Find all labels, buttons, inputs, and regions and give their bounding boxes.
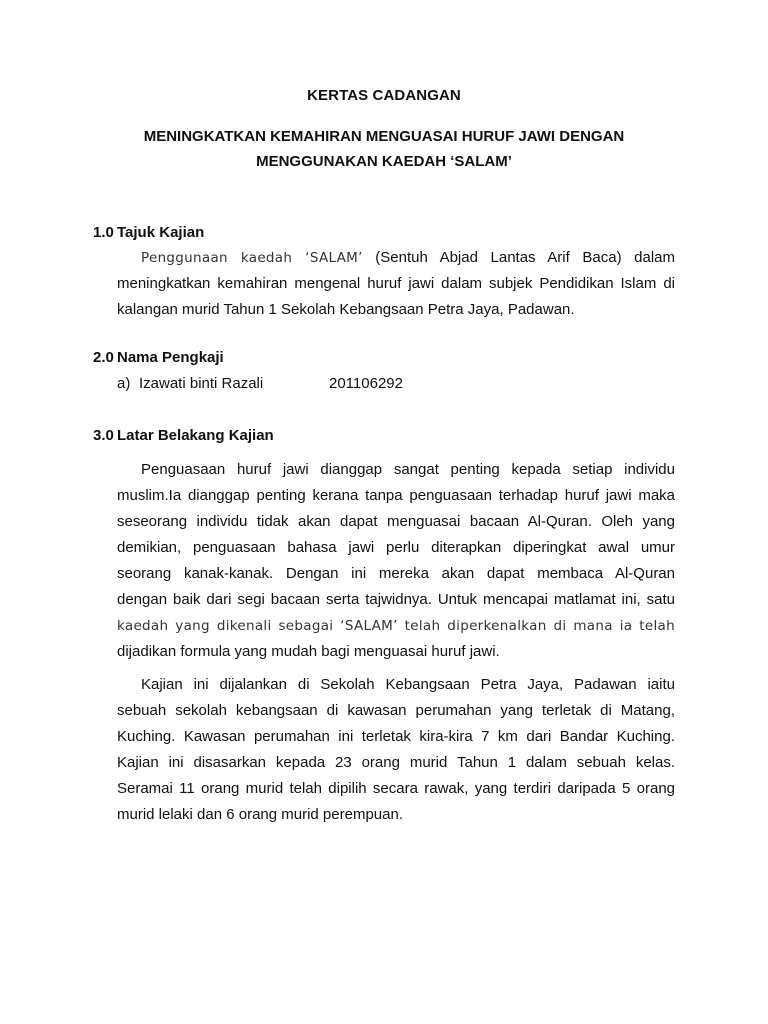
subtitle-line: MENINGKATKAN KEMAHIRAN MENGUASAI HURUF JAWI DENGAN (143, 128, 625, 145)
paragraph-line: demikian, penguasaan bahasa jawi perlu diterapkan diperingkat awal umur (117, 539, 675, 556)
researcher-name: Izawati binti Razali (139, 375, 264, 392)
light-text: Penggunaan kaedah ‘SALAM’ (141, 250, 363, 266)
section-heading-nama-pengkaji (93, 349, 224, 366)
section-title: Latar Belakang Kajian (117, 427, 274, 444)
latar-belakang-paragraph-1 (117, 457, 675, 665)
section-title: Tajuk Kajian (117, 224, 205, 241)
paragraph-line: Kajian ini disasarkan kepada 23 orang murid Tahun 1 dalam sebuah kelas. (117, 754, 675, 771)
document-subtitle (0, 124, 768, 174)
paragraph-line: sebuah sekolah kebangsaan di kawasan perumahan yang terletak di Matang, (117, 702, 675, 719)
paragraph-line: seseorang individu tidak akan dapat menguasai bacaan Al-Quran. Oleh yang (117, 513, 675, 530)
paragraph-line: meningkatkan kemahiran mengenal huruf jawi dalam subjek Pendidikan Islam di (117, 275, 675, 292)
section-number: 2.0 (93, 349, 114, 366)
paragraph-line: Seramai 11 orang murid telah dipilih secara rawak, yang terdiri daripada 5 orang (117, 780, 675, 797)
paragraph-line: seorang kanak-kanak. Dengan ini mereka akan dapat membaca Al-Quran (117, 565, 675, 582)
researcher-id: 201106292 (329, 375, 403, 392)
document-title: KERTAS CADANGAN (307, 87, 461, 104)
line-text: (Sentuh Abjad Lantas Arif Baca) dalam (362, 249, 676, 266)
paragraph-line: dengan baik dari segi bacaan serta tajwidnya. Untuk mencapai matlamat ini, satu (117, 591, 675, 608)
paragraph-line: Kajian ini dijalankan di Sekolah Kebangsaan Petra Jaya, Padawan iaitu (141, 676, 675, 693)
latar-belakang-paragraph-2 (117, 672, 675, 828)
subtitle-line: MENGGUNAKAN KAEDAH ‘SALAM’ (256, 153, 512, 170)
list-marker: a) (117, 375, 131, 392)
tajuk-kajian-paragraph (117, 245, 675, 323)
section-title: Nama Pengkaji (117, 349, 224, 366)
section-heading-tajuk-kajian (93, 224, 204, 241)
section-number: 1.0 (93, 224, 114, 241)
paragraph-line: Kuching. Kawasan perumahan ini terletak kira-kira 7 km dari Bandar Kuching. (117, 728, 675, 745)
paragraph-line: kaedah yang dikenali sebagai ‘SALAM’ telah diperkenalkan di mana ia telah (117, 618, 675, 634)
researcher-row (117, 374, 403, 394)
paragraph-line (117, 245, 675, 271)
paragraph-line: muslim.Ia dianggap penting kerana tanpa penguasaan terhadap huruf jawi maka (117, 487, 675, 504)
section-number: 3.0 (93, 427, 114, 444)
paragraph-line: Penguasaan huruf jawi dianggap sangat penting kepada setiap individu (141, 461, 675, 478)
paragraph-line: kalangan murid Tahun 1 Sekolah Kebangsaan Petra Jaya, Padawan. (117, 301, 575, 318)
section-heading-latar-belakang (93, 427, 274, 444)
paragraph-line: murid lelaki dan 6 orang murid perempuan. (117, 806, 403, 823)
paragraph-line: dijadikan formula yang mudah bagi menguasai huruf jawi. (117, 643, 500, 660)
